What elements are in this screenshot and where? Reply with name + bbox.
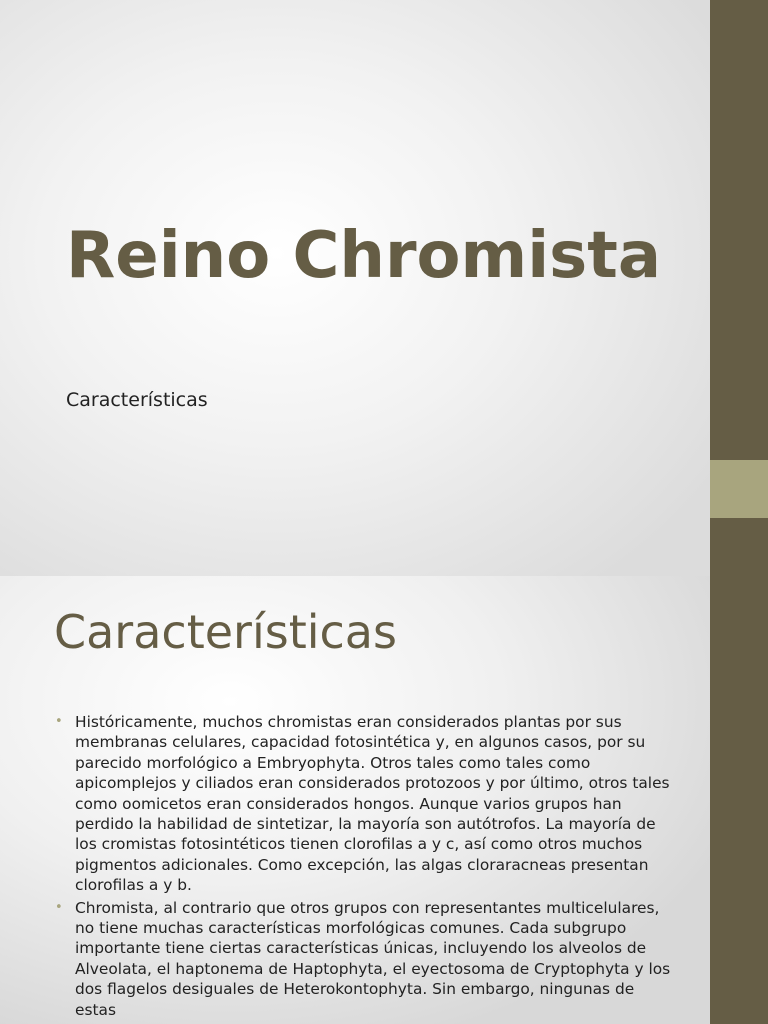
bullet-text: Históricamente, muchos chromistas eran considerados plantas por sus membranas celulares, capacidad fotosintética y, en algunos casos, por su parecido morfológico a Embryophyta. Otros tales como tales como apicomplejos y ciliados eran considerados protozoos y por último, otros tales como oomicetos eran considerados hongos. Aunque varios grupos han perdido la habilidad de sintetizar, la mayoría son autótrofos. La mayoría de los cromistas fotosintéticos tienen clorofilas a y c, así como otros muchos pigmentos adicionales. Como excepción, las algas cloraracneas presentan clorofilas a y b. <box>75 713 670 895</box>
content-slide <box>0 576 768 1024</box>
bullet-item <box>55 712 675 896</box>
bullet-icon: • <box>55 899 63 915</box>
side-accent-block <box>710 460 768 518</box>
bullet-list <box>55 712 675 1022</box>
side-bar <box>710 576 768 1024</box>
subtitle: Características <box>66 389 208 411</box>
bullet-item <box>55 898 675 1020</box>
bullet-text: Chromista, al contrario que otros grupos con representantes multicelulares, no tiene muchas características morfológicas comunes. Cada subgrupo importante tiene ciertas características únicas, incluyendo los alveolos de Alveolata, el haptonema de Haptophyta, el eyectosoma de Cryptophyta y los dos flagelos desiguales de Heterokontophyta. Sin embargo, ningunas de estas <box>75 898 671 1019</box>
section-heading: Características <box>54 605 397 659</box>
main-title: Reino Chromista <box>66 219 661 293</box>
bullet-icon: • <box>55 714 63 729</box>
